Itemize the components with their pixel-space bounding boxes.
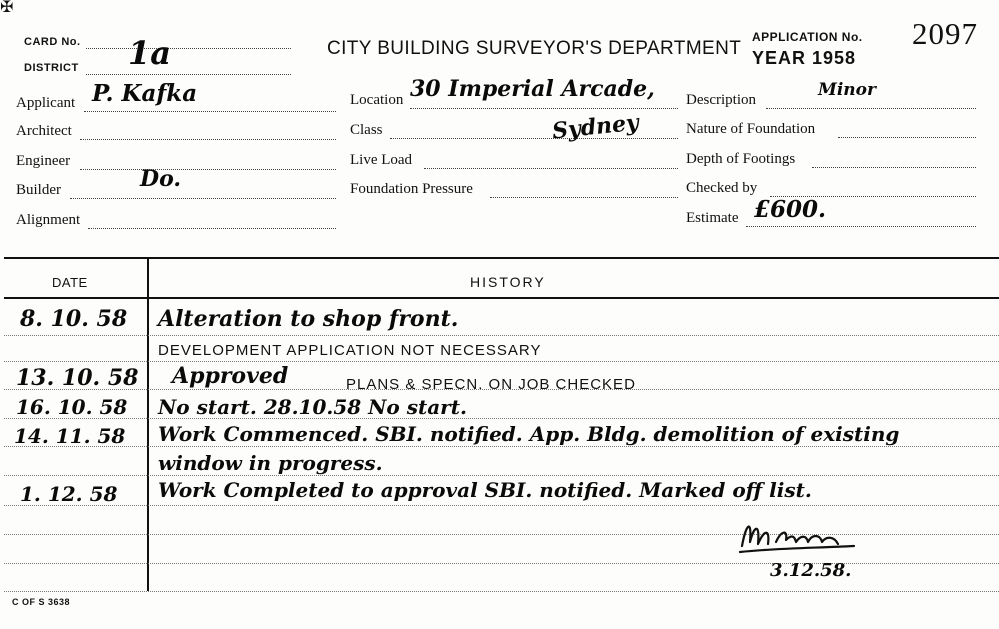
history-column-header: HISTORY [470,274,546,290]
live-load-label: Live Load [350,152,413,168]
class-value: Sydney [550,109,640,145]
table-top-rule [4,257,999,259]
district-value: 1a [128,34,171,72]
applicant-line [84,111,336,112]
card-no-label: CARD No. [24,36,81,48]
history-row-entry: Alteration to shop front. [158,306,459,332]
foundation-pressure-label: Foundation Pressure [350,181,473,197]
description-line [766,108,976,109]
history-row-entry: window in progress. [158,451,383,475]
row-line [4,505,999,506]
application-no-value: 2097 [912,16,978,51]
date-column-header: DATE [52,275,88,290]
alignment-label: Alignment [16,212,81,228]
history-row-entry: Work Completed to approval SBI. notified. Marked off list. [158,478,812,502]
alignment-line [88,228,336,229]
class-line [390,138,678,139]
history-row-entry: Work Commenced. SBI. notified. App. Bldg. demolition of existing [158,422,900,446]
engineer-line [80,169,336,170]
signature [736,512,866,558]
district-line [86,74,291,75]
history-row-date: 8. 10. 58 [20,306,128,332]
history-row-date: 1. 12. 58 [20,482,118,506]
estimate-line [746,226,976,227]
class-label: Class [350,122,383,138]
estimate-value: £600. [754,196,827,223]
history-row-stamp: PLANS & SPECN. ON JOB CHECKED [346,376,636,393]
builder-line [70,198,336,199]
engineer-label: Engineer [16,153,71,169]
applicant-label: Applicant [16,95,76,111]
nature-of-foundation-label: Nature of Foundation [686,121,816,137]
corner-mark: ✠ [0,0,14,16]
form-code: C OF S 3638 [12,597,71,607]
history-row-entry: No start. 28.10.58 No start. [158,395,467,419]
architect-label: Architect [16,123,72,139]
application-no-label: APPLICATION No. [752,30,863,44]
foundation-pressure-line [490,197,678,198]
nature-of-foundation-line [838,137,976,138]
estimate-label: Estimate [686,210,739,226]
row-line [4,475,999,476]
applicant-value: P. Kafka [92,80,198,107]
column-divider [147,258,149,591]
department-title: CITY BUILDING SURVEYOR'S DEPARTMENT [327,38,742,59]
depth-of-footings-line [812,167,976,168]
row-line [4,446,999,447]
year-label: YEAR 1958 [752,48,857,68]
district-label: DISTRICT [24,62,79,74]
location-value: 30 Imperial Arcade, [410,76,655,102]
card-no-line [86,48,291,49]
description-label: Description [686,92,756,108]
history-row-entry: Approved [172,363,289,389]
table-header-rule [4,297,999,299]
history-row-date: 16. 10. 58 [16,395,128,419]
depth-of-footings-label: Depth of Footings [686,151,796,167]
history-row-date: 14. 11. 58 [14,424,126,448]
row-line [4,361,999,362]
builder-value: Do. [140,166,182,192]
location-line [410,108,678,109]
checked-by-label: Checked by [686,180,758,196]
history-row-date: 13. 10. 58 [16,365,139,391]
location-label: Location [350,92,404,108]
builder-label: Builder [16,182,61,198]
row-line [4,418,999,419]
description-value: Minor [818,80,876,100]
row-line [4,591,999,592]
architect-line [80,139,336,140]
history-row-stamp: DEVELOPMENT APPLICATION NOT NECESSARY [158,342,542,359]
signature-date: 3.12.58. [770,560,852,581]
live-load-line [424,168,678,169]
row-line [4,335,999,336]
